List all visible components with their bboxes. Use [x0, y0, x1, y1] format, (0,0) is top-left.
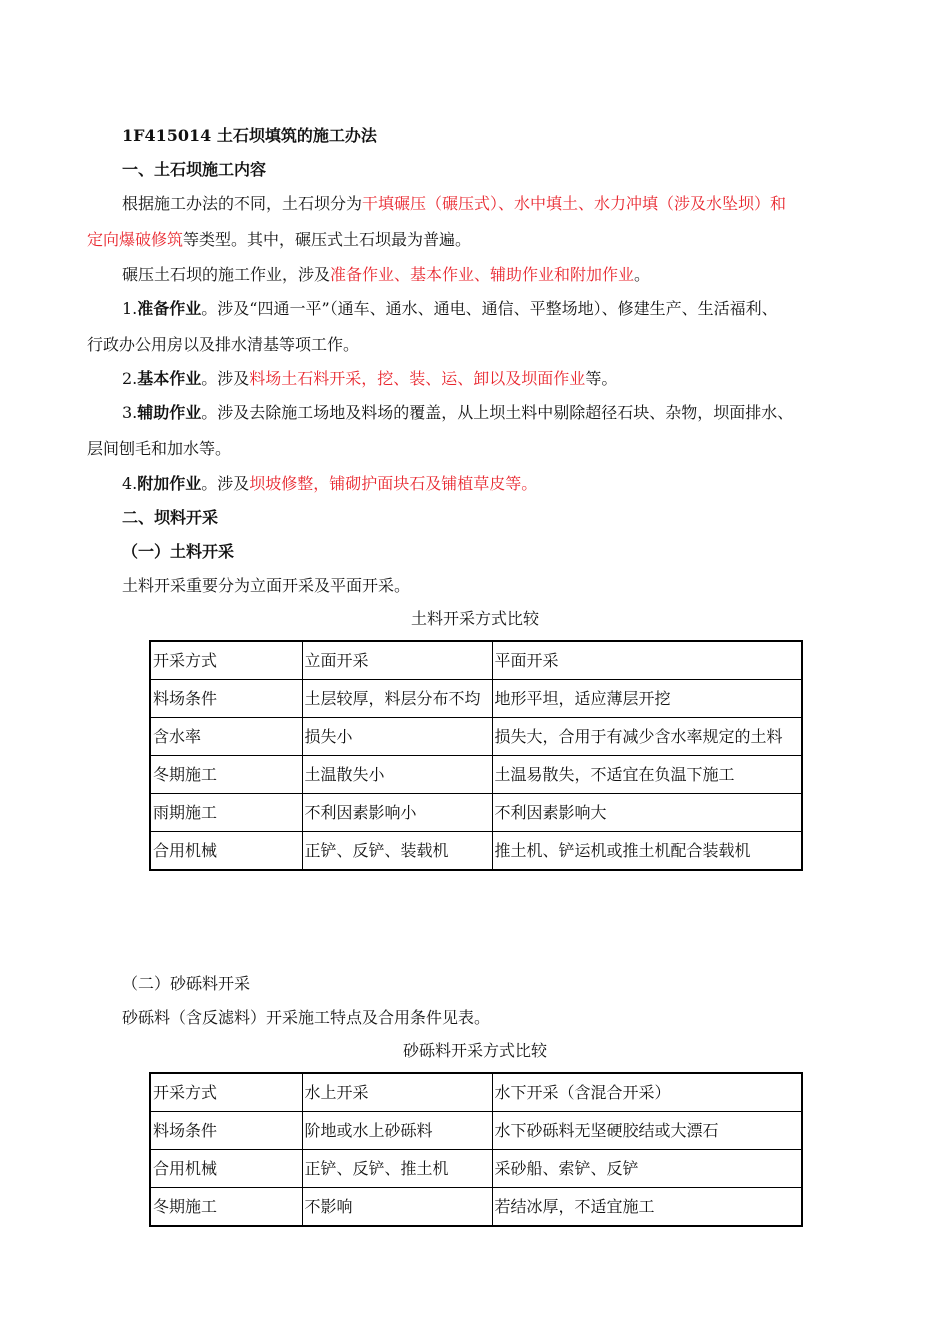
paragraph-2-end: 。	[634, 265, 651, 284]
item-1-line-1	[122, 298, 778, 320]
table-header-cell: 平面开采	[492, 641, 802, 680]
subsection-1-title: （一）土料开采	[122, 542, 235, 561]
gravel-excavation-table	[149, 1072, 803, 1227]
paragraph-2	[122, 264, 650, 286]
item-4-label: 附加作业	[137, 474, 202, 493]
table-cell: 冬期施工	[150, 756, 302, 794]
table-cell: 地形平坦，适应薄层开挖	[492, 680, 802, 718]
table-row	[150, 794, 802, 832]
item-4-number: 4.	[122, 474, 138, 493]
table-cell: 含水率	[150, 718, 302, 756]
table-header-cell: 开采方式	[150, 1073, 302, 1112]
paragraph-1-text: 根据施工办法的不同，土石坝分为	[122, 194, 363, 213]
table-cell: 合用机械	[150, 1150, 302, 1188]
soil-excavation-table	[149, 640, 803, 871]
item-1-text: 。涉及“四通一平”（通车、通水、通电、通信、平整场地）、修建生产、生活福利、	[201, 299, 778, 318]
table-cell: 冬期施工	[150, 1188, 302, 1227]
table-cell: 土层较厚，料层分布不均	[302, 680, 492, 718]
paragraph-1-highlight-2: 定向爆破修筑	[87, 230, 184, 249]
table-cell: 土温易散失，不适宜在负温下施工	[492, 756, 802, 794]
table-cell: 推土机、铲运机或推土机配合装载机	[492, 832, 802, 871]
paragraph-2-highlight: 准备作业、基本作业、辅助作业和附加作业	[330, 265, 635, 284]
subsection-1-text: 土料开采重要分为立面开采及平面开采。	[122, 576, 411, 595]
subsection-2-text: 砂砾料（含反滤料）开采施工特点及合用条件见表。	[122, 1008, 491, 1027]
item-1-line-2: 行政办公用房以及排水清基等项工作。	[87, 335, 360, 354]
item-2	[122, 368, 617, 390]
table-1-caption: 土料开采方式比较	[410, 609, 539, 628]
table-cell: 不利因素影响大	[492, 794, 802, 832]
table-row	[150, 718, 802, 756]
table-row	[150, 756, 802, 794]
table-header-cell: 水下开采（含混合开采）	[492, 1073, 802, 1112]
table-2-caption: 砂砾料开采方式比较	[402, 1041, 547, 1060]
item-2-end: 等。	[585, 369, 618, 388]
paragraph-1-highlight: 干填碾压（碾压式）、水中填土、水力冲填（涉及水坠坝）和	[362, 194, 787, 213]
table-cell: 阶地或水上砂砾料	[302, 1112, 492, 1150]
table-cell: 不影响	[302, 1188, 492, 1227]
section-1-title: 一、土石坝施工内容	[122, 160, 267, 179]
item-2-highlight: 料场土石料开采，挖、装、运、卸以及坝面作业	[249, 369, 586, 388]
table-row	[150, 1188, 802, 1227]
table-cell: 采砂船、索铲、反铲	[492, 1150, 802, 1188]
table-cell: 料场条件	[150, 680, 302, 718]
table-cell: 若结冰厚，不适宜施工	[492, 1188, 802, 1227]
table-row	[150, 680, 802, 718]
table-cell: 合用机械	[150, 832, 302, 871]
item-1-label: 准备作业	[137, 299, 202, 318]
table-header-cell: 立面开采	[302, 641, 492, 680]
item-2-label: 基本作业	[137, 369, 202, 388]
table-header-row	[150, 1073, 802, 1112]
table-row	[150, 1112, 802, 1150]
paragraph-1-line-1	[122, 193, 786, 215]
table-header-cell: 水上开采	[302, 1073, 492, 1112]
table-cell: 正铲、反铲、推土机	[302, 1150, 492, 1188]
table-cell: 水下砂砾料无坚硬胶结或大漂石	[492, 1112, 802, 1150]
item-4-highlight: 坝坡修整，铺砌护面块石及铺植草皮等。	[249, 474, 538, 493]
table-cell: 不利因素影响小	[302, 794, 492, 832]
table-cell: 正铲、反铲、装载机	[302, 832, 492, 871]
table-row	[150, 1150, 802, 1188]
table-row	[150, 832, 802, 871]
table-cell: 土温散失小	[302, 756, 492, 794]
table-header-cell: 开采方式	[150, 641, 302, 680]
item-3-line-1	[122, 402, 793, 424]
item-4	[122, 473, 537, 495]
item-3-text: 。涉及去除施工场地及料场的覆盖，从上坝土料中剔除超径石块、杂物，坝面排水、	[201, 403, 794, 422]
table-header-row	[150, 641, 802, 680]
item-1-number: 1.	[122, 299, 138, 318]
table-cell: 损失小	[302, 718, 492, 756]
section-2-title: 二、坝料开采	[122, 508, 219, 527]
paragraph-1-text-end: 等类型。其中，碾压式土石坝最为普遍。	[183, 230, 472, 249]
item-3-line-2: 层间刨毛和加水等。	[87, 439, 232, 458]
subsection-2-title: （二）砂砾料开采	[122, 974, 251, 993]
item-2-number: 2.	[122, 369, 138, 388]
table-cell: 料场条件	[150, 1112, 302, 1150]
table-cell: 雨期施工	[150, 794, 302, 832]
item-2-text: 。涉及	[201, 369, 250, 388]
item-3-number: 3.	[122, 403, 138, 422]
paragraph-2-text: 碾压土石坝的施工作业，涉及	[122, 265, 331, 284]
document-heading: 1F415014 土石坝填筑的施工办法	[122, 126, 377, 145]
paragraph-1-line-2	[87, 229, 471, 251]
table-cell: 损失大，合用于有减少含水率规定的土料	[492, 718, 802, 756]
item-4-text: 。涉及	[201, 474, 250, 493]
item-3-label: 辅助作业	[137, 403, 202, 422]
